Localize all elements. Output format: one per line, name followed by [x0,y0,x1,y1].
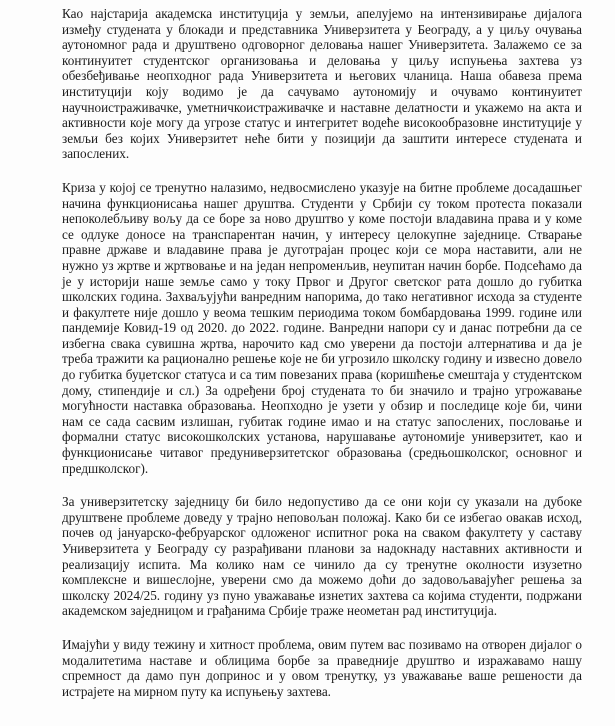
paragraph-university-community: За универзитетску заједницу би било недопустиво да се они који су указали на дубоке друштвене проблеме доведу у трајно неповољан положај. Како би се избегао овакав исход, почев од јануарско-фебруарског одложеног испитног рока на сваком факултету у саставу Универзитета у Београду су разрађивани планови за надокнаду наставних активности и реализацију испита. Ма колико нам се чинило да су тренутне околности изузетно комплексне и вишеслојне, уверени смо да можемо доћи до задовољавајућег решења за школску 2024/25. годину уз пуно уважавање изнетих захтева са којима студенти, подржани академском заједницом и грађанима Србије траже неометан рад институција. [62,494,582,619]
paragraph-invitation: Имајући у виду тежину и хитност проблема, овим путем вас позивамо на отворен дијалог о модалитетима наставе и облицима борбе за праведније друштво и изражавамо нашу спремност да дамо пун допринос и у овом тренутку, уз уважавање ваше решености да истрајете на мирном путу ка испуњењу захтева. [62,636,582,699]
paragraph-appeal: Као најстарија академска институција у земљи, апелујемо на интензивирање дијалога између студената у блокади и представника Универзитета у Београду, а у циљу очувања аутономног рада и друштвено одговорног деловања нашег Универзитета. Залажемо се за континуитет студентског организовања и деловања у циљу испуњења захтева уз обезбеђивање неопходног рада Универзитета и његових чланица. Наша обавеза према институцији коју водимо је да сачувамо аутономију и очувамо континуитет научноистраживачке, уметничкоистраживачке и наставне делатности и укажемо на акта и активности које могу да угрозе статус и интегритет водеће високообразовне институције у земљи без којих Универзитет неће бити у позицији да заштити интересе студената и запослених. [62,6,582,162]
document-body [62,6,582,699]
paragraph-crisis: Криза у којој се тренутно налазимо, недвосмислено указује на битне проблеме досадашњег начина функционисања нашег друштва. Студенти у Србији су током протеста показали непоколебљиву вољу да се боре за ново друштво у коме постоји владавина права и у коме се одлуке доносе на транспарентан начин, у интересу целокупне заједнице. Стварање правне државе и владавине права је дуготрајан процес који се мора наставити, али не нужно уз жртве и жртвовање и на један непроменљив, неупитан начин борбе. Подсећамо да је у историји наше земље само у току Првог и Другог светског рата дошло до губитка школских година. Захваљујући ванредним напорима, до тако негативног исхода за студенте и факултете није дошло у веома тешким периодима током бомбардовања 1999. године или пандемије Ковид-19 од 2020. до 2022. године. Ванредни напори су и данас потребни да се избегна свака сувишна жртва, нарочито кад смо уверени да постоји алтернатива и да је треба тражити ка рационално решење које не би угрозило школску годину и извесно довело до губитка буџетског статуса и са тим повезаних права (коришћење смештаја у студентском дому, стипендије и сл.) За одређени број студената то би значило и трајно угрожавање могућности наставка образовања. Неопходно је узети у обзир и последице које би, чини нам се сада сасвим излишан, губитак године имао и на статус запослених, пословање и формални статус високошколских установа, нарушавање аутономије универзитет, као и функционисање читавог предуниверзитетског образовања (средњошколског, основног и предшколског). [62,179,582,476]
